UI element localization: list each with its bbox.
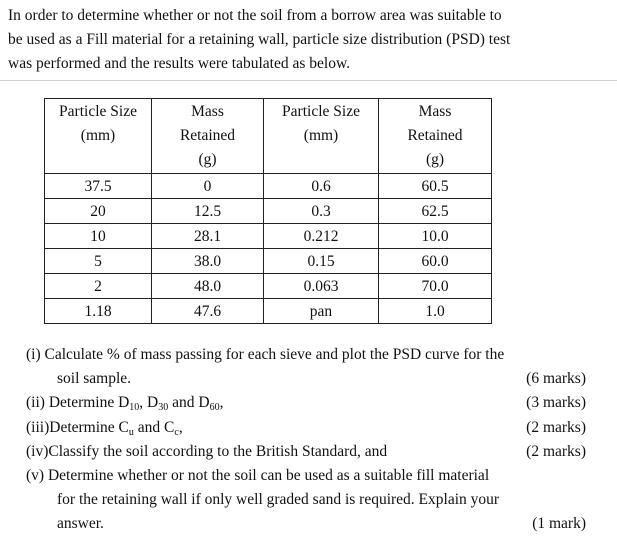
table-cell: 70.0: [379, 274, 492, 299]
question-number: (iii): [26, 418, 50, 436]
psd-results-table: [44, 98, 492, 324]
table-row: [45, 299, 492, 324]
question-number: (v): [26, 467, 45, 485]
table-row: [45, 249, 492, 274]
question-text: Determine whether or not the soil can be used as a suitable fill material: [47, 467, 490, 485]
table-cell: 10.0: [379, 224, 492, 249]
table-cell: 38.0: [152, 249, 264, 274]
intro-line-3: was performed and the results were tabulated as below.: [8, 55, 351, 72]
question-number: (iv): [26, 442, 49, 460]
question-text-continued: soil sample. (6 marks): [26, 367, 586, 391]
marks-label: (3 marks): [526, 394, 586, 412]
question-iv: [26, 440, 586, 464]
question-text: Calculate % of mass passing for each sieve and plot the PSD curve for the: [44, 346, 505, 363]
question-i: [26, 343, 586, 391]
table-cell: 5: [45, 249, 152, 274]
question-number: (ii): [26, 394, 45, 412]
marks-label: (2 marks): [526, 442, 586, 460]
table-cell: 2: [45, 274, 152, 299]
table-cell: 37.5: [45, 174, 152, 199]
question-text-continued: for the retaining wall if only well graded sand is required. Explain your: [57, 491, 500, 509]
table-cell: pan: [264, 299, 379, 324]
table-cell: 0.3: [264, 199, 379, 224]
table-cell: 28.1: [152, 224, 264, 249]
question-text: Determine $C_u$ and $C_c$,: [49, 418, 183, 438]
question-ii: [26, 391, 586, 415]
section-divider: [0, 80, 617, 81]
table-cell: 60.0: [379, 249, 492, 274]
table-cell: 0.15: [264, 249, 379, 274]
table-header-row: [45, 99, 492, 174]
question-text: Determine $D_{10}$, $D_{30}$ and $D_{60}$,: [48, 394, 224, 414]
table-cell: 0.063: [264, 274, 379, 299]
table-cell: 0.212: [264, 224, 379, 249]
table-cell: 12.5: [152, 199, 264, 224]
table-row: [45, 224, 492, 249]
question-text: Classify the soil according to the British Standard, and: [48, 442, 388, 460]
header-mass-retained-1: Mass Retained (g): [152, 99, 264, 174]
table-cell: 1.18: [45, 299, 152, 324]
table-cell: 47.6: [152, 299, 264, 324]
table-cell: 10: [45, 224, 152, 249]
question-list: [26, 343, 586, 537]
question-v: [26, 464, 586, 537]
intro-line-1: In order to determine whether or not the soil from a borrow area was suitable to: [8, 7, 502, 24]
problem-intro: [8, 4, 608, 76]
question-text-continued: answer. (1 mark): [26, 512, 586, 536]
question-iii: [26, 416, 586, 440]
marks-label: (6 marks): [526, 370, 586, 388]
header-particle-size-1: Particle Size (mm): [45, 99, 152, 174]
table-cell: 0: [152, 174, 264, 199]
table-row: [45, 199, 492, 224]
marks-label: (2 marks): [526, 418, 586, 436]
table-cell: 0.6: [264, 174, 379, 199]
header-mass-retained-2: Mass Retained (g): [379, 99, 492, 174]
table-row: [45, 174, 492, 199]
table-row: [45, 274, 492, 299]
table-cell: 62.5: [379, 199, 492, 224]
table-cell: 48.0: [152, 274, 264, 299]
table-cell: 20: [45, 199, 152, 224]
table-cell: 60.5: [379, 174, 492, 199]
table-cell: 1.0: [379, 299, 492, 324]
question-number: (i): [26, 346, 41, 363]
marks-label: (1 mark): [532, 515, 586, 533]
intro-line-2: be used as a Fill material for a retaining wall, particle size distribution (PSD) test: [8, 31, 511, 48]
header-particle-size-2: Particle Size (mm): [264, 99, 379, 174]
